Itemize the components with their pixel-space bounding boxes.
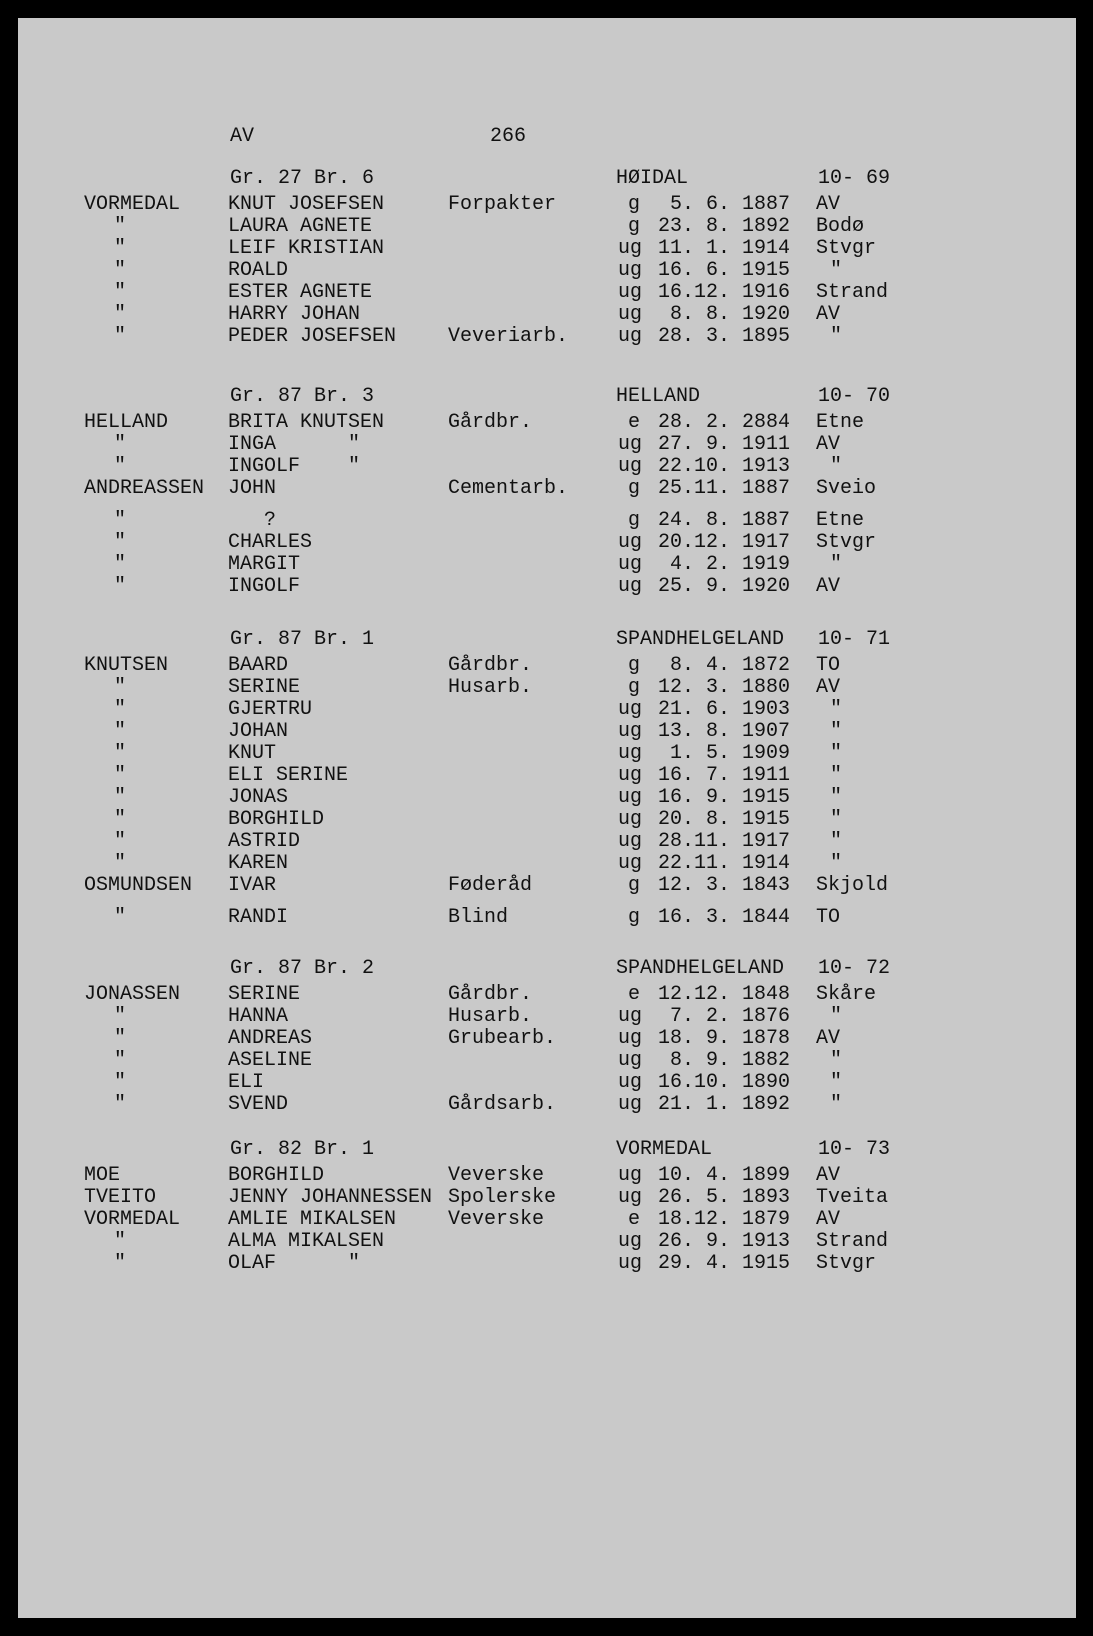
row-surname: JONASSEN (84, 983, 181, 1006)
row-occupation: Blind (448, 906, 509, 929)
header-label: AV (230, 125, 255, 148)
row-birthplace: Skåre (816, 983, 877, 1006)
row-birth-date: 16. 6. 1915 (658, 259, 791, 282)
row-birth-date: 12. 3. 1843 (658, 874, 791, 897)
section-group-ref: Gr. 87 Br. 3 (230, 385, 375, 408)
row-birth-date: 13. 8. 1907 (658, 720, 791, 743)
row-given-name: JOHAN (228, 720, 289, 743)
row-birth-date: 29. 4. 1915 (658, 1252, 791, 1275)
row-marital-status: ug (618, 531, 643, 554)
row-given-name: KNUT (228, 742, 277, 765)
row-marital-status: ug (618, 742, 643, 765)
row-birth-date: 5. 6. 1887 (670, 193, 791, 216)
row-birthplace: Strand (816, 281, 889, 304)
section-place: HELLAND (616, 385, 701, 408)
row-given-name: BORGHILD (228, 1164, 325, 1187)
row-birth-date: 11. 1. 1914 (658, 237, 791, 260)
row-occupation: Veverske (448, 1164, 545, 1187)
row-occupation: Gårdbr. (448, 983, 533, 1006)
row-given-name: ALMA MIKALSEN (228, 1230, 385, 1253)
row-marital-status: ug (618, 1252, 643, 1275)
row-birthplace: " (830, 764, 843, 787)
row-birth-date: 16.12. 1916 (658, 281, 791, 304)
row-birth-date: 26. 5. 1893 (658, 1186, 791, 1209)
row-birth-date: 4. 2. 1919 (670, 553, 791, 576)
row-birthplace: Stvgr (816, 237, 877, 260)
row-given-name: SVEND (228, 1093, 289, 1116)
row-birth-date: 20.12. 1917 (658, 531, 791, 554)
row-given-name: LAURA AGNETE (228, 215, 373, 238)
row-surname: " (114, 237, 127, 260)
row-occupation: Spolerske (448, 1186, 557, 1209)
row-birth-date: 8. 9. 1882 (670, 1049, 791, 1072)
row-occupation: Husarb. (448, 676, 533, 699)
row-marital-status: ug (618, 764, 643, 787)
row-birth-date: 24. 8. 1887 (658, 509, 791, 532)
section-ref-number: 10- 73 (818, 1138, 891, 1161)
row-marital-status: ug (618, 1005, 643, 1028)
row-marital-status: ug (618, 1093, 643, 1116)
page-number: 266 (490, 125, 527, 148)
row-surname: KNUTSEN (84, 654, 169, 677)
row-occupation: Veverske (448, 1208, 545, 1231)
row-given-name: BRITA KNUTSEN (228, 411, 385, 434)
row-birth-date: 28. 3. 1895 (658, 325, 791, 348)
row-birth-date: 20. 8. 1915 (658, 808, 791, 831)
row-birthplace: " (830, 325, 843, 348)
row-given-name: LEIF KRISTIAN (228, 237, 385, 260)
row-given-name: KNUT JOSEFSEN (228, 193, 385, 216)
row-birth-date: 18. 9. 1878 (658, 1027, 791, 1050)
row-birthplace: " (830, 1093, 843, 1116)
row-given-name: JOHN (228, 477, 277, 500)
row-birthplace: " (830, 786, 843, 809)
row-given-name: GJERTRU (228, 698, 313, 721)
row-birth-date: 25.11. 1887 (658, 477, 791, 500)
row-surname: " (114, 281, 127, 304)
row-birthplace: AV (816, 1027, 841, 1050)
row-given-name: PEDER JOSEFSEN (228, 325, 397, 348)
row-marital-status: e (628, 983, 641, 1006)
row-marital-status: ug (618, 575, 643, 598)
section-group-ref: Gr. 87 Br. 2 (230, 957, 375, 980)
row-birthplace: " (830, 1049, 843, 1072)
row-surname: " (114, 1049, 127, 1072)
section-group-ref: Gr. 87 Br. 1 (230, 628, 375, 651)
row-birthplace: AV (816, 1164, 841, 1187)
row-birth-date: 16. 9. 1915 (658, 786, 791, 809)
document-page (18, 18, 1076, 1618)
section-group-ref: Gr. 82 Br. 1 (230, 1138, 375, 1161)
row-surname: " (114, 325, 127, 348)
row-birthplace: Bodø (816, 215, 865, 238)
row-given-name: OLAF " (228, 1252, 361, 1275)
row-given-name: INGA " (228, 433, 361, 456)
row-marital-status: ug (618, 720, 643, 743)
row-surname: " (114, 698, 127, 721)
row-surname: " (114, 720, 127, 743)
row-marital-status: ug (618, 698, 643, 721)
row-birthplace: AV (816, 575, 841, 598)
row-birth-date: 8. 4. 1872 (670, 654, 791, 677)
row-marital-status: ug (618, 852, 643, 875)
row-occupation: Husarb. (448, 1005, 533, 1028)
row-occupation: Føderåd (448, 874, 533, 897)
row-occupation: Grubearb. (448, 1027, 557, 1050)
row-surname: VORMEDAL (84, 1208, 181, 1231)
row-birth-date: 25. 9. 1920 (658, 575, 791, 598)
row-given-name: ANDREAS (228, 1027, 313, 1050)
row-marital-status: g (628, 906, 641, 929)
row-birth-date: 27. 9. 1911 (658, 433, 791, 456)
row-surname: " (114, 786, 127, 809)
row-surname: " (114, 830, 127, 853)
row-marital-status: g (628, 654, 641, 677)
row-occupation: Cementarb. (448, 477, 569, 500)
section-group-ref: Gr. 27 Br. 6 (230, 167, 375, 190)
row-given-name: BORGHILD (228, 808, 325, 831)
row-birth-date: 7. 2. 1876 (670, 1005, 791, 1028)
row-birth-date: 12. 3. 1880 (658, 676, 791, 699)
row-marital-status: ug (618, 553, 643, 576)
row-marital-status: ug (618, 455, 643, 478)
row-surname: " (114, 303, 127, 326)
row-birth-date: 16.10. 1890 (658, 1071, 791, 1094)
row-birth-date: 26. 9. 1913 (658, 1230, 791, 1253)
row-marital-status: ug (618, 1049, 643, 1072)
row-birthplace: " (830, 553, 843, 576)
row-surname: VORMEDAL (84, 193, 181, 216)
row-marital-status: ug (618, 830, 643, 853)
row-surname: " (114, 1093, 127, 1116)
section-place: VORMEDAL (616, 1138, 713, 1161)
row-surname: " (114, 852, 127, 875)
row-surname: " (114, 1005, 127, 1028)
row-birth-date: 12.12. 1848 (658, 983, 791, 1006)
row-surname: " (114, 1252, 127, 1275)
row-surname: MOE (84, 1164, 121, 1187)
row-given-name: ASELINE (228, 1049, 313, 1072)
row-birth-date: 23. 8. 1892 (658, 215, 791, 238)
row-given-name: BAARD (228, 654, 289, 677)
row-birth-date: 8. 8. 1920 (670, 303, 791, 326)
row-birthplace: " (830, 455, 843, 478)
row-given-name: SERINE (228, 983, 301, 1006)
row-birthplace: AV (816, 433, 841, 456)
row-marital-status: ug (618, 433, 643, 456)
row-marital-status: ug (618, 1027, 643, 1050)
section-ref-number: 10- 69 (818, 167, 891, 190)
row-given-name: JONAS (228, 786, 289, 809)
row-birthplace: Strand (816, 1230, 889, 1253)
row-surname: " (114, 575, 127, 598)
row-birthplace: " (830, 1071, 843, 1094)
row-birthplace: " (830, 1005, 843, 1028)
row-given-name: RANDI (228, 906, 289, 929)
row-surname: " (114, 215, 127, 238)
row-given-name: KAREN (228, 852, 289, 875)
row-birthplace: AV (816, 1208, 841, 1231)
row-birthplace: Stvgr (816, 1252, 877, 1275)
row-surname: " (114, 906, 127, 929)
row-given-name: ROALD (228, 259, 289, 282)
section-place: SPANDHELGELAND (616, 957, 785, 980)
row-marital-status: e (628, 411, 641, 434)
row-birth-date: 18.12. 1879 (658, 1208, 791, 1231)
row-surname: " (114, 433, 127, 456)
row-surname: " (114, 509, 127, 532)
row-given-name: INGOLF " (228, 455, 361, 478)
row-birthplace: Etne (816, 509, 865, 532)
row-birth-date: 22.10. 1913 (658, 455, 791, 478)
row-surname: " (114, 1071, 127, 1094)
row-surname: " (114, 764, 127, 787)
row-surname: " (114, 531, 127, 554)
row-birthplace: " (830, 259, 843, 282)
row-birth-date: 10. 4. 1899 (658, 1164, 791, 1187)
row-birthplace: " (830, 698, 843, 721)
row-marital-status: ug (618, 1230, 643, 1253)
row-marital-status: g (628, 477, 641, 500)
row-given-name: HANNA (228, 1005, 289, 1028)
row-birthplace: AV (816, 193, 841, 216)
row-given-name: SERINE (228, 676, 301, 699)
row-surname: " (114, 808, 127, 831)
row-occupation: Gårdbr. (448, 654, 533, 677)
row-surname: TVEITO (84, 1186, 157, 1209)
row-marital-status: ug (618, 303, 643, 326)
row-birthplace: " (830, 720, 843, 743)
row-birthplace: AV (816, 303, 841, 326)
row-given-name: INGOLF (228, 575, 301, 598)
row-birth-date: 28. 2. 2884 (658, 411, 791, 434)
row-given-name: IVAR (228, 874, 277, 897)
section-ref-number: 10- 72 (818, 957, 891, 980)
row-marital-status: ug (618, 1071, 643, 1094)
row-given-name: ELI (228, 1071, 265, 1094)
row-marital-status: g (628, 215, 641, 238)
row-birth-date: 21. 6. 1903 (658, 698, 791, 721)
row-birthplace: " (830, 830, 843, 853)
row-occupation: Gårdsarb. (448, 1093, 557, 1116)
row-surname: " (114, 1230, 127, 1253)
row-marital-status: g (628, 874, 641, 897)
row-birthplace: Stvgr (816, 531, 877, 554)
row-given-name: ? (228, 509, 277, 532)
section-place: SPANDHELGELAND (616, 628, 785, 651)
row-marital-status: ug (618, 1164, 643, 1187)
row-marital-status: ug (618, 808, 643, 831)
section-place: HØIDAL (616, 167, 689, 190)
row-given-name: MARGIT (228, 553, 301, 576)
census-register (18, 18, 1076, 1618)
row-birthplace: Sveio (816, 477, 877, 500)
row-given-name: ESTER AGNETE (228, 281, 373, 304)
row-marital-status: g (628, 676, 641, 699)
row-marital-status: ug (618, 237, 643, 260)
row-surname: " (114, 742, 127, 765)
row-given-name: JENNY JOHANNESSEN (228, 1186, 433, 1209)
row-occupation: Forpakter (448, 193, 557, 216)
row-marital-status: ug (618, 259, 643, 282)
row-marital-status: g (628, 193, 641, 216)
row-given-name: CHARLES (228, 531, 313, 554)
row-given-name: ELI SERINE (228, 764, 349, 787)
row-marital-status: ug (618, 786, 643, 809)
row-birth-date: 22.11. 1914 (658, 852, 791, 875)
row-surname: " (114, 455, 127, 478)
row-given-name: ASTRID (228, 830, 301, 853)
row-surname: " (114, 259, 127, 282)
row-occupation: Veveriarb. (448, 325, 569, 348)
row-surname: OSMUNDSEN (84, 874, 193, 897)
row-given-name: AMLIE MIKALSEN (228, 1208, 397, 1231)
row-marital-status: ug (618, 281, 643, 304)
row-marital-status: e (628, 1208, 641, 1231)
row-given-name: HARRY JOHAN (228, 303, 361, 326)
row-surname: " (114, 553, 127, 576)
row-birthplace: " (830, 742, 843, 765)
row-birthplace: TO (816, 906, 841, 929)
row-birthplace: Tveita (816, 1186, 889, 1209)
row-birth-date: 1. 5. 1909 (670, 742, 791, 765)
row-marital-status: ug (618, 325, 643, 348)
section-ref-number: 10- 70 (818, 385, 891, 408)
row-surname: " (114, 1027, 127, 1050)
row-birthplace: " (830, 852, 843, 875)
row-birth-date: 16. 7. 1911 (658, 764, 791, 787)
row-birthplace: Skjold (816, 874, 889, 897)
row-birthplace: AV (816, 676, 841, 699)
row-occupation: Gårdbr. (448, 411, 533, 434)
section-ref-number: 10- 71 (818, 628, 891, 651)
row-birth-date: 16. 3. 1844 (658, 906, 791, 929)
row-surname: " (114, 676, 127, 699)
row-surname: ANDREASSEN (84, 477, 205, 500)
row-birthplace: TO (816, 654, 841, 677)
row-birth-date: 28.11. 1917 (658, 830, 791, 853)
row-marital-status: ug (618, 1186, 643, 1209)
row-marital-status: g (628, 509, 641, 532)
row-birth-date: 21. 1. 1892 (658, 1093, 791, 1116)
row-birthplace: " (830, 808, 843, 831)
row-surname: HELLAND (84, 411, 169, 434)
row-birthplace: Etne (816, 411, 865, 434)
